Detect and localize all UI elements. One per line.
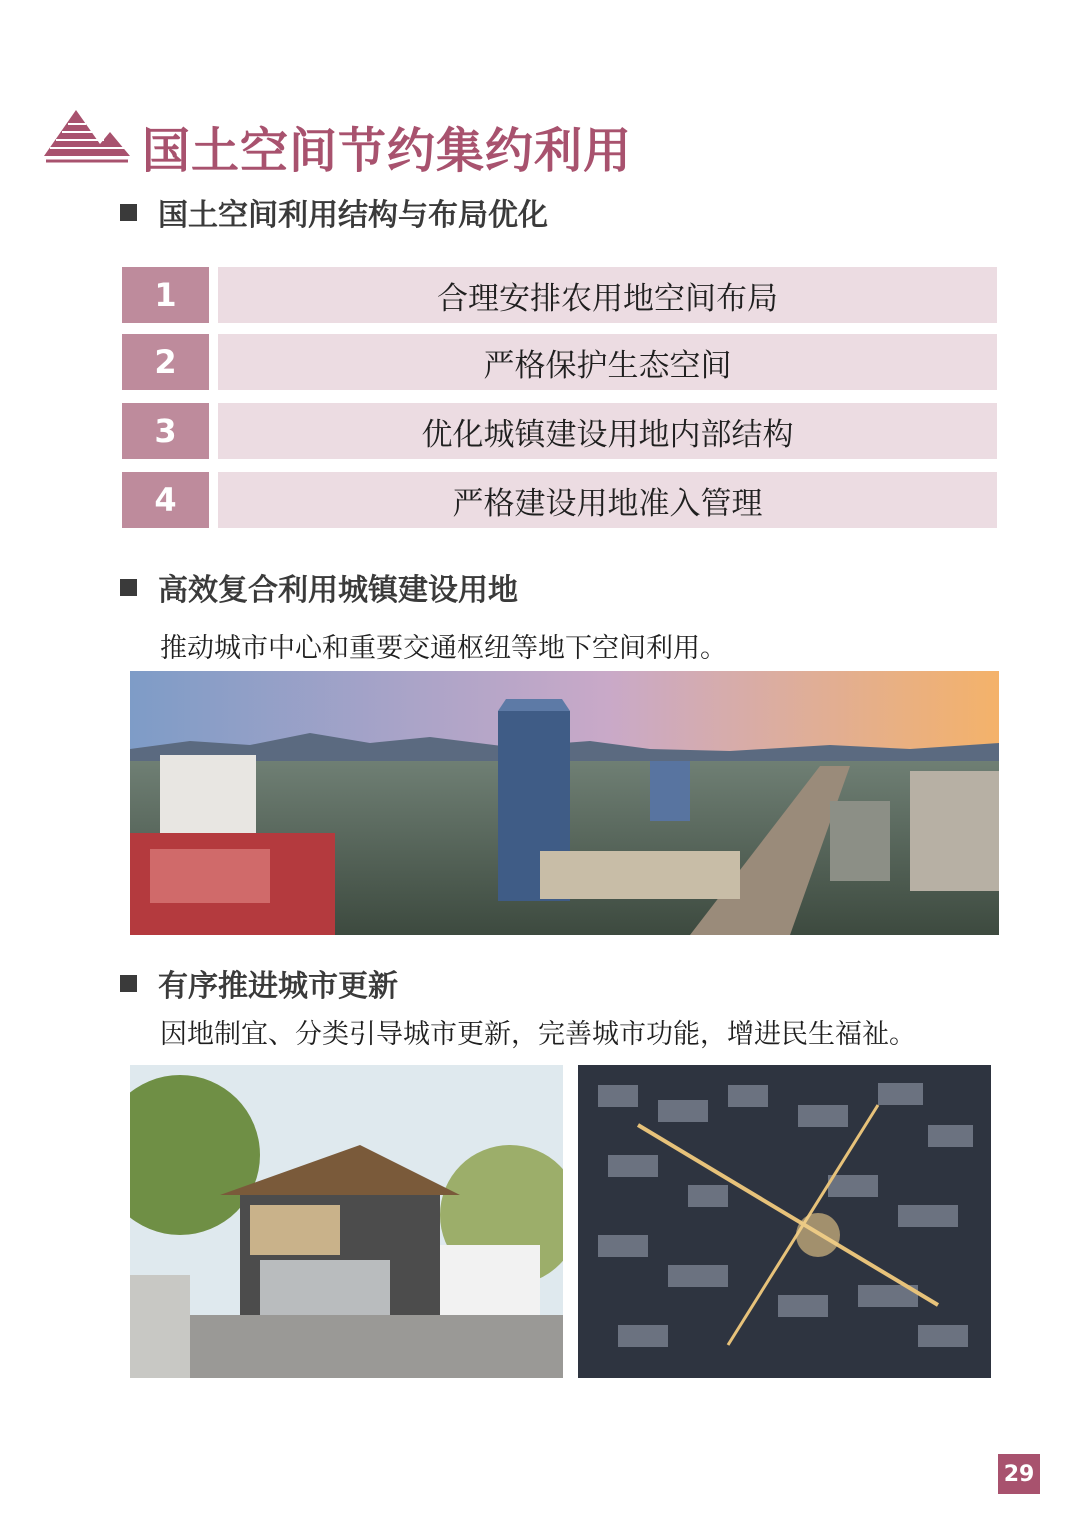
section-title-land-use: 高效复合利用城镇建设用地 bbox=[158, 573, 518, 608]
item-number: 4 bbox=[122, 472, 209, 528]
section-body-urban-renewal: 因地制宜、分类引导城市更新，完善城市功能，增进民生福祉。 bbox=[160, 1019, 916, 1050]
bullet-square-icon bbox=[120, 975, 137, 992]
item-number: 3 bbox=[122, 403, 209, 459]
list-item bbox=[122, 403, 997, 459]
item-number: 1 bbox=[122, 267, 209, 323]
bullet-square-icon bbox=[120, 204, 137, 221]
page-title: 国土空间节约集约利用 bbox=[142, 123, 633, 179]
section-heading-land-use bbox=[120, 567, 518, 607]
section-body-land-use: 推动城市中心和重要交通枢纽等地下空间利用。 bbox=[160, 633, 727, 664]
item-label: 严格建设用地准入管理 bbox=[218, 472, 997, 528]
city-skyline-photo bbox=[130, 671, 999, 935]
mountain-logo-icon bbox=[40, 104, 132, 166]
section-title-urban-renewal: 有序推进城市更新 bbox=[158, 969, 398, 1004]
item-label: 严格保护生态空间 bbox=[218, 334, 997, 390]
section-heading-urban-renewal bbox=[120, 963, 398, 1003]
aerial-old-town-render-photo bbox=[578, 1065, 991, 1378]
section-heading-layout bbox=[120, 192, 548, 232]
list-item bbox=[122, 334, 997, 390]
section-title-layout: 国土空间利用结构与布局优化 bbox=[158, 198, 548, 233]
page-number-badge: 29 bbox=[998, 1454, 1040, 1494]
list-item bbox=[122, 472, 997, 528]
item-label: 合理安排农用地空间布局 bbox=[218, 267, 997, 323]
item-number: 2 bbox=[122, 334, 209, 390]
bullet-square-icon bbox=[120, 579, 137, 596]
item-label: 优化城镇建设用地内部结构 bbox=[218, 403, 997, 459]
street-building-render-photo bbox=[130, 1065, 563, 1378]
list-item bbox=[122, 267, 997, 323]
